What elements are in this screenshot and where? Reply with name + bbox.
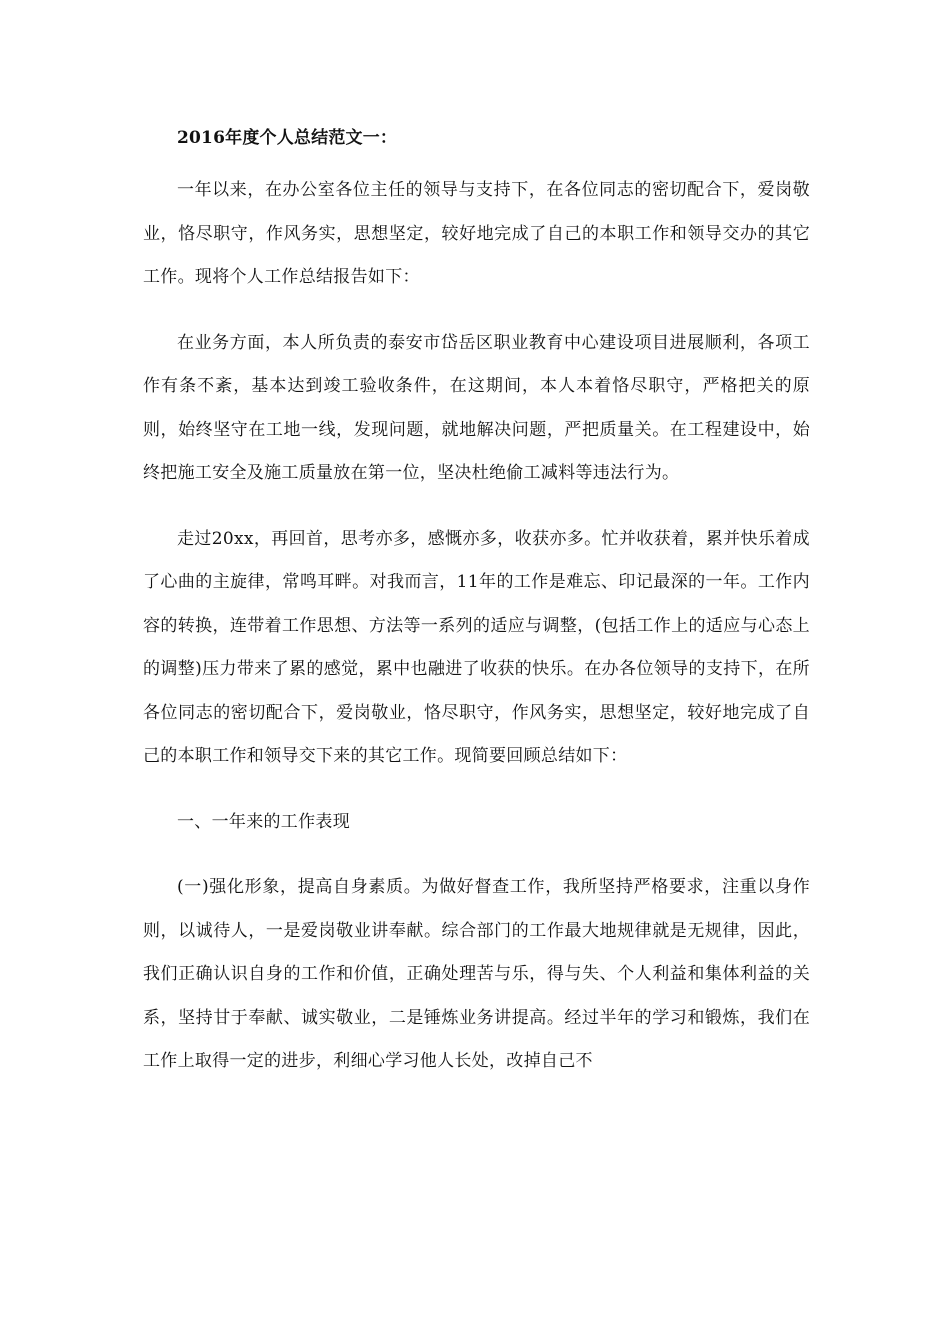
paragraph-image-quality: (一)强化形象，提高自身素质。为做好督查工作，我所坚持严格要求，注重以身作则，以诚待人，一是爱岗敬业讲奉献。综合部门的工作最大地规律就是无规律，因此，我们正确认识自身的工作和价值，正确处理苦与乐，得与失、个人利益和集体利益的关系，坚持甘于奉献、诚实敬业，二是锤炼业务讲提高。经过半年的学习和锻炼，我们在工作上取得一定的进步，利细心学习他人长处，改掉自己不 xyxy=(143,877,810,1071)
paragraph-business: 在业务方面，本人所负责的泰安市岱岳区职业教育中心建设项目进展顺利，各项工作有条不紊，基本达到竣工验收条件，在这期间，本人本着恪尽职守，严格把关的原则，始终坚守在工地一线，发现问题，就地解决问题，严把质量关。在工程建设中，始终把施工安全及施工质量放在第一位，坚决杜绝偷工减料等违法行为。 xyxy=(143,332,810,483)
paragraph-intro: 一年以来，在办公室各位主任的领导与支持下，在各位同志的密切配合下，爱岗敬业，恪尽职守，作风务实，思想坚定，较好地完成了自己的本职工作和领导交办的其它工作。现将个人工作总结报告如下： xyxy=(143,180,810,287)
document-body xyxy=(143,122,810,1084)
paragraph-review: 走过20xx，再回首，思考亦多，感慨亦多，收获亦多。忙并收获着，累并快乐着成了心曲的主旋律，常鸣耳畔。对我而言，11年的工作是难忘、印记最深的一年。工作内容的转换，连带着工作思想、方法等一系列的适应与调整，(包括工作上的适应与心态上的调整)压力带来了累的感觉，累中也融进了收获的快乐。在办各位领导的支持下，在所各位同志的密切配合下，爱岗敬业，恪尽职守，作风务实，思想坚定，较好地完成了自己的本职工作和领导交下来的其它工作。现简要回顾总结如下： xyxy=(143,528,810,766)
document-heading: 2016年度个人总结范文一： xyxy=(177,128,398,148)
section-heading-performance: 一、一年来的工作表现 xyxy=(177,811,350,832)
